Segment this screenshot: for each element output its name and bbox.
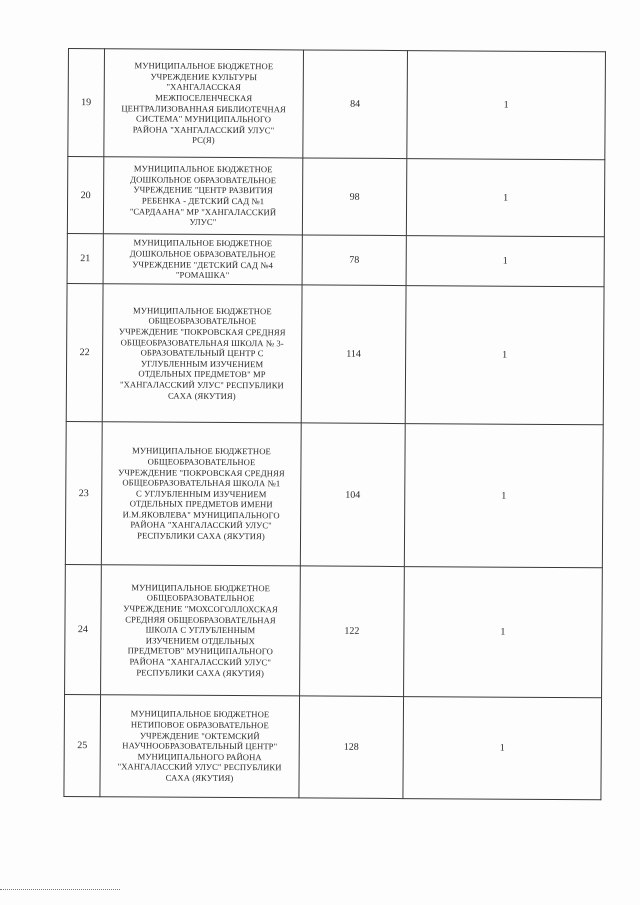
organization-name: МУНИЦИПАЛЬНОЕ БЮДЖЕТНОЕ НЕТИПОВОЕ ОБРАЗОВАТЕЛЬНОЕ УЧРЕЖДЕНИЕ "ОКТЕМСКИЙ НАУЧНООБРАЗОВАТЕЛЬНЫЙ ЦЕНТР" МУНИЦИПАЛЬНОГО РАЙОНА "ХАНГАЛАССКИЙ УЛУС" РЕСПУБЛИКИ САХА (ЯКУТИЯ) [100, 695, 300, 798]
quantity-value: 84 [303, 50, 408, 159]
bottom-dotted-line [0, 889, 120, 890]
table-row [64, 694, 602, 799]
organization-name: МУНИЦИПАЛЬНОЕ БЮДЖЕТНОЕ ОБЩЕОБРАЗОВАТЕЛЬНОЕ УЧРЕЖДЕНИЕ "ПОКРОВСКАЯ СРЕДНЯЯ ОБЩЕОБРАЗОВАТЕЛЬНАЯ ШКОЛА № 3- ОБРАЗОВАТЕЛЬНЫЙ ЦЕНТР С УГЛУБЛЕННЫМ ИЗУЧЕНИЕМ ОТДЕЛЬНЫХ ПРЕДМЕТОВ" МР "ХАНГАЛАССКИЙ УЛУС" РЕСПУБЛИКИ САХА (ЯКУТИЯ) [102, 284, 302, 423]
organization-name: МУНИЦИПАЛЬНОЕ БЮДЖЕТНОЕ ДОШКОЛЬНОЕ ОБРАЗОВАТЕЛЬНОЕ УЧРЕЖДЕНИЕ "ЦЕНТР РАЗВИТИЯ РЕБЕНКА - ДЕТСКИЙ САД №1 "САРДААНА" МР "ХАНГАЛАССКИЙ УЛУС" [103, 157, 302, 235]
row-number: 23 [65, 421, 102, 564]
quantity-value: 114 [301, 285, 406, 424]
count-value: 1 [406, 159, 604, 237]
quantity-value: 104 [300, 423, 405, 567]
row-number: 22 [66, 283, 103, 421]
count-value: 1 [405, 286, 604, 425]
table-row [68, 49, 606, 160]
table-row [67, 233, 604, 286]
table-row [65, 421, 603, 567]
table-row [67, 157, 604, 237]
table-row [65, 564, 603, 697]
row-number: 24 [65, 564, 102, 694]
count-value: 1 [404, 424, 603, 568]
organization-name: МУНИЦИПАЛЬНОЕ БЮДЖЕТНОЕ ДОШКОЛЬНОЕ ОБРАЗОВАТЕЛЬНОЕ УЧРЕЖДЕНИЕ "ДЕТСКИЙ САД №4 "РОМАШКА" [103, 234, 302, 285]
organization-name: МУНИЦИПАЛЬНОЕ БЮДЖЕТНОЕ УЧРЕЖДЕНИЕ КУЛЬТУРЫ "ХАНГАЛАССКАЯ МЕЖПОСЕЛЕНЧЕСКАЯ ЦЕНТРАЛИЗОВАННАЯ БИБЛИОТЕЧНАЯ СИСТЕМА" МУНИЦИПАЛЬНОГО РАЙОНА "ХАНГАЛАССКИЙ УЛУС" РС(Я) [104, 49, 304, 158]
count-value: 1 [406, 236, 604, 287]
count-value: 1 [407, 51, 606, 160]
organization-name: МУНИЦИПАЛЬНОЕ БЮДЖЕТНОЕ ОБЩЕОБРАЗОВАТЕЛЬНОЕ УЧРЕЖДЕНИЕ "ПОКРОВСКАЯ СРЕДНЯЯ ОБЩЕОБРАЗОВАТЕЛЬНАЯ ШКОЛА №1 С УГЛУБЛЕННЫМ ИЗУЧЕНИЕМ ОТДЕЛЬНЫХ ПРЕДМЕТОВ ИМЕНИ И.М.ЯКОВЛЕВА" МУНИЦИПАЛЬНОГО РАЙОНА "ХАНГАЛАССКИЙ УЛУС" РЕСПУБЛИКИ САХА (ЯКУТИЯ) [101, 422, 301, 566]
quantity-value: 128 [299, 696, 404, 799]
organization-name: МУНИЦИПАЛЬНОЕ БЮДЖЕТНОЕ ОБЩЕОБРАЗОВАТЕЛЬНОЕ УЧРЕЖДЕНИЕ "МОХСОГОЛЛОХСКАЯ СРЕДНЯЯ ОБЩЕОБРАЗОВАТЕЛЬНАЯ ШКОЛА С УГЛУБЛЕННЫМ ИЗУЧЕНИЕМ ОТДЕЛЬНЫХ ПРЕДМЕТОВ" МУНИЦИПАЛЬНОГО РАЙОНА "ХАНГАЛАССКИЙ УЛУС" РЕСПУБЛИКИ САХА (ЯКУТИЯ) [101, 565, 301, 696]
quantity-value: 78 [302, 235, 406, 286]
row-number: 19 [68, 49, 105, 157]
row-number: 20 [67, 157, 103, 234]
count-value: 1 [403, 697, 602, 800]
row-number: 25 [64, 694, 101, 796]
quantity-value: 98 [302, 158, 406, 236]
count-value: 1 [404, 567, 603, 698]
table-row [66, 283, 604, 424]
quantity-value: 122 [300, 566, 405, 697]
row-number: 21 [67, 233, 103, 283]
registry-table [63, 48, 606, 800]
